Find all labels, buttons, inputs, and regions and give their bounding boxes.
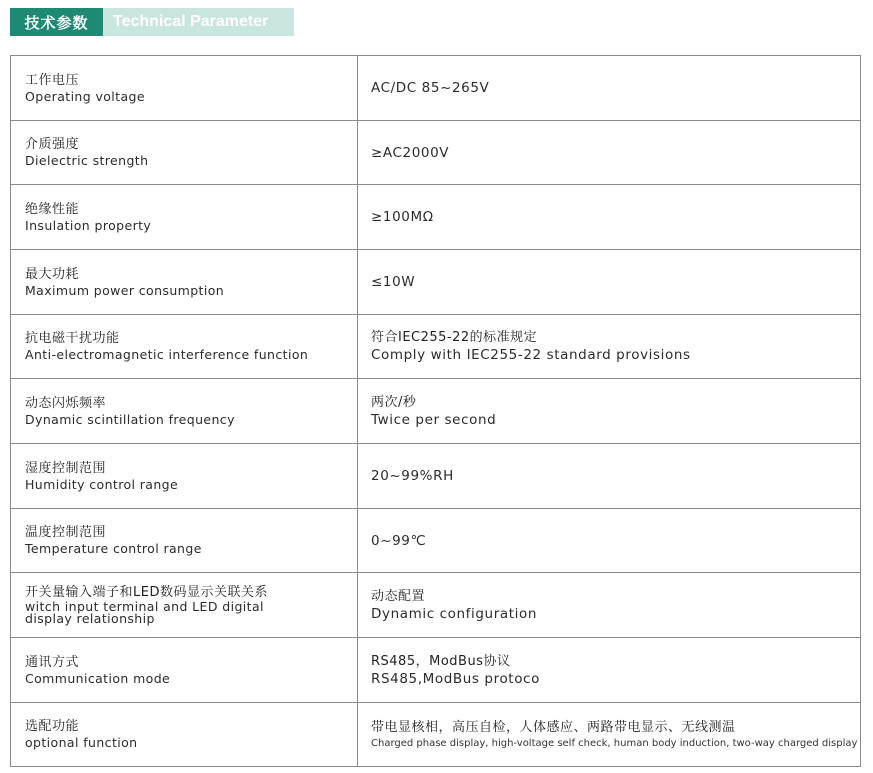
parameter-value-cell — [358, 444, 860, 508]
parameter-name-cn: 温度控制范围 — [25, 525, 107, 540]
parameter-name-en: Maximum power consumption — [25, 282, 225, 298]
parameter-name-en: Anti-electromagnetic interference function — [25, 347, 309, 362]
parameter-name-cell — [11, 573, 358, 637]
parameter-name-en: Humidity control range — [25, 476, 179, 492]
parameter-name-cell — [11, 315, 358, 378]
parameter-value-cn: 带电显核相，高压自检，人体感应、两路带电显示、无线测温 — [371, 719, 736, 735]
parameter-name-en: Operating voltage — [25, 88, 145, 104]
parameter-name-cn: 介质强度 — [25, 137, 80, 152]
parameter-value-en: Twice per second — [371, 411, 497, 428]
parameter-name-en: Temperature control range — [25, 541, 202, 556]
parameter-name-cn: 工作电压 — [25, 72, 80, 88]
parameter-name-en: witch input terminal and LED digital display relationship — [25, 599, 264, 626]
parameter-value-cn: 动态配置 — [371, 588, 426, 604]
parameter-value-en: Comply with IEC255-22 standard provisions — [371, 347, 691, 363]
parameter-name-en: Dielectric strength — [25, 153, 149, 168]
parameter-name-en: Dynamic scintillation frequency — [25, 411, 235, 427]
parameter-value-cn: RS485，ModBus协议 — [371, 653, 511, 669]
parameter-value-cell — [358, 185, 860, 249]
parameter-value-en: Charged phase display, high-voltage self check, human body induction, two-way charged display — [371, 737, 858, 749]
table-row — [11, 121, 860, 185]
parameter-value: 20~99%RH — [371, 468, 454, 484]
parameter-value-cell — [358, 121, 860, 184]
table-row — [11, 703, 860, 766]
parameter-name-cn: 最大功耗 — [25, 266, 80, 282]
parameter-value-cell — [358, 703, 860, 766]
parameter-value-cell — [358, 379, 860, 443]
parameter-value-cell — [358, 56, 860, 120]
parameter-name-cell — [11, 185, 358, 249]
parameter-name-en: Communication mode — [25, 670, 171, 686]
table-row — [11, 185, 860, 250]
table-row — [11, 509, 860, 573]
parameter-name-cn: 通讯方式 — [25, 654, 80, 670]
header-title-en: Technical Parameter — [103, 8, 294, 36]
table-row — [11, 573, 860, 638]
parameter-value: ≥100MΩ — [371, 209, 434, 225]
parameter-value: 0~99℃ — [371, 532, 427, 549]
parameter-name-cell — [11, 56, 358, 120]
parameter-value-cn: 两次/秒 — [371, 394, 417, 410]
parameter-value-cn: 符合IEC255-22的标准规定 — [371, 330, 538, 345]
parameter-value-en: RS485,ModBus protoco — [371, 670, 540, 687]
parameter-name-cn: 湿度控制范围 — [25, 460, 107, 476]
parameter-value: ≥AC2000V — [371, 144, 450, 161]
table-row — [11, 638, 860, 703]
parameter-value-cell — [358, 250, 860, 314]
parameter-name-en: optional function — [25, 735, 138, 750]
parameter-name-cn: 抗电磁干扰功能 — [25, 331, 120, 346]
parameter-name-cell — [11, 444, 358, 508]
parameter-name-cell — [11, 703, 358, 766]
parameter-name-cn: 动态闪烁频率 — [25, 395, 107, 411]
parameter-name-cn: 开关量输入端子和LED数码显示关联关系 — [25, 585, 268, 600]
parameter-name-cell — [11, 250, 358, 314]
parameter-name-en: Insulation property — [25, 217, 152, 233]
parameter-value-cell — [358, 573, 860, 637]
parameter-name-cell — [11, 379, 358, 443]
parameter-name-cell — [11, 638, 358, 702]
parameter-value-cell — [358, 509, 860, 572]
parameter-table — [10, 55, 861, 767]
parameter-name-cell — [11, 121, 358, 184]
parameter-value-cell — [358, 638, 860, 702]
table-row — [11, 379, 860, 444]
parameter-name-cell — [11, 509, 358, 572]
parameter-name-cn: 选配功能 — [25, 719, 80, 734]
section-header — [10, 8, 294, 36]
parameter-value-cell — [358, 315, 860, 378]
header-title-cn: 技术参数 — [10, 8, 103, 36]
table-row — [11, 315, 860, 379]
table-row — [11, 250, 860, 315]
parameter-value-en: Dynamic configuration — [371, 605, 537, 622]
table-row — [11, 444, 860, 509]
parameter-name-cn: 绝缘性能 — [25, 201, 80, 217]
table-row — [11, 56, 860, 121]
parameter-value: AC/DC 85~265V — [371, 80, 490, 96]
parameter-value: ≤10W — [371, 274, 416, 290]
